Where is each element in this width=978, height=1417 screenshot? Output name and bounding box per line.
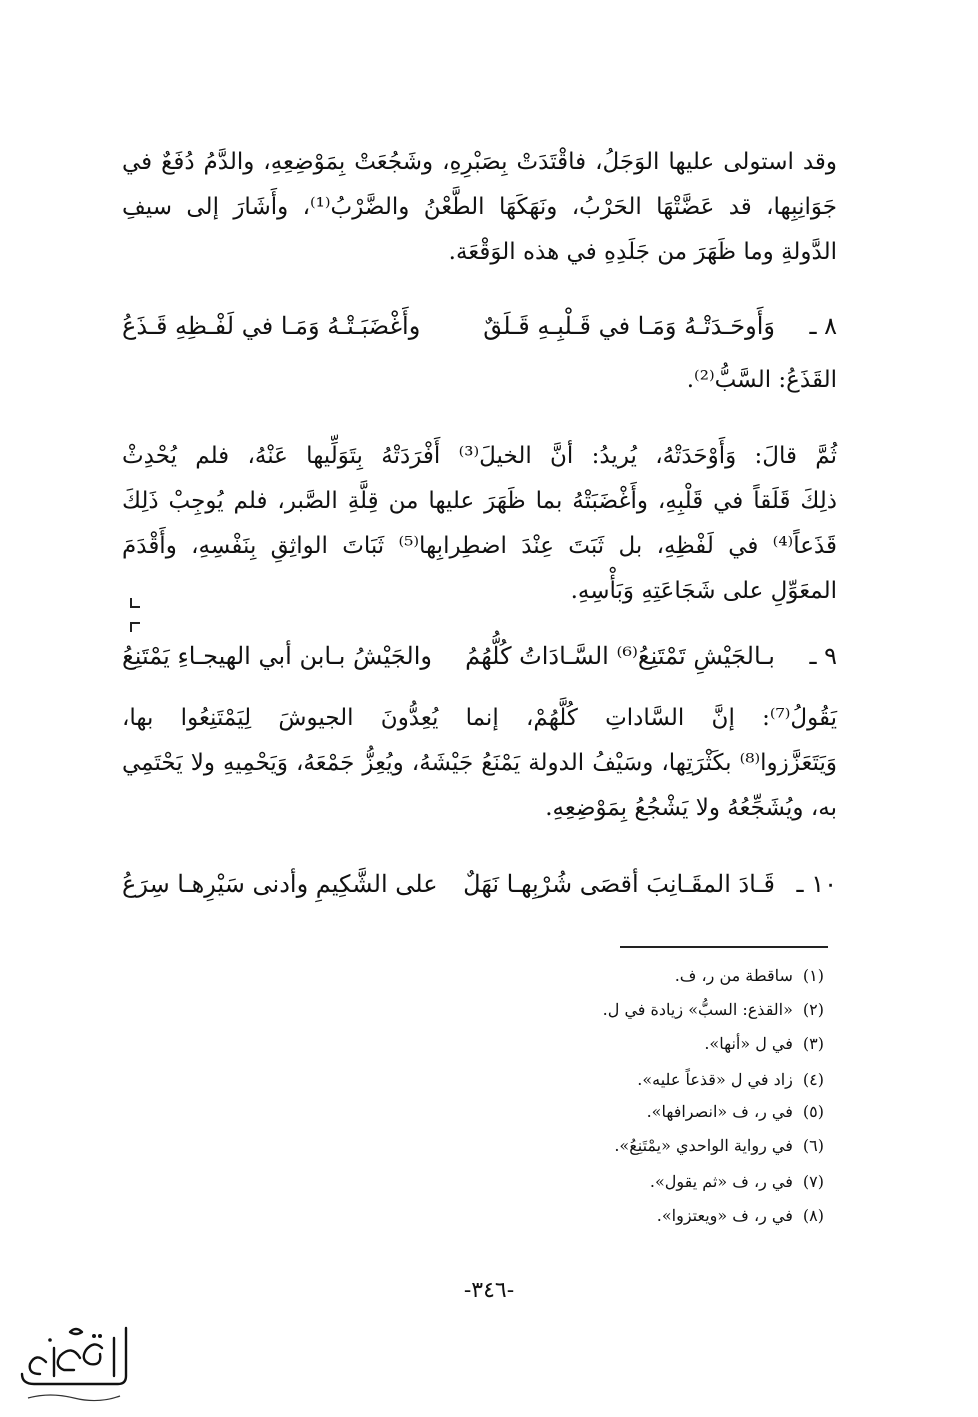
footnote-number: (٧) — [802, 1172, 824, 1191]
paragraph-3 — [122, 696, 837, 831]
verse-first-hemistich: قَـادَ المقَـانِبَ أقصَى شُرْبِهـا نَهَلٌ — [463, 870, 775, 898]
paragraph-line: وَيَتَعَزَّزوا⁽⁸⁾ بكَثْرَتِها، وسَيْفُ الدولة يَمْنَعُ جَيْشَهُ، ويُعِزُّ جَمْعَهُ، وَيَحْمِيهِ ولا يَحْتَمِي — [122, 750, 837, 776]
paragraph-line: الدَّولةِ وما ظَهَرَ من جَلَدِهِ في هذه الوَقْعَة. — [448, 239, 837, 265]
paragraph-line: ذلِكَ قَلَقاً في قَلْبِهِ، وأَغْضَبَتْهُ بما ظَهَرَ عليها من قِلَّةِ الصَّبر، فلم يُوجِبْ ذَلِكَ — [122, 488, 837, 514]
verse-second-hemistich: وأَغْضَبَـتْـهُ وَمَـا في لَفْـظِهِ قَـذَعُ — [122, 312, 421, 340]
corner-mark — [130, 622, 140, 632]
footnote-6 — [614, 1136, 824, 1156]
verse-number: ٩ ـ — [809, 642, 837, 670]
footnote-1 — [675, 966, 824, 986]
footnote-7 — [650, 1172, 824, 1192]
paragraph-line: قَذَعاً⁽⁴⁾ في لَفْظِهِ، بل ثَبَتَ عِنْدَ اضطِرابِها⁽⁵⁾ ثَبَاتَ الواثِقِ بِنَفْسِهِ، وأَقْدَمَ — [122, 533, 837, 559]
verse-second-hemistich: على الشَّكِيمِ وأدنى سَيْرِهـا سِرَعُ — [122, 870, 438, 898]
verse-first-hemistich: بـالجَيْشِ تَمْتَنِعُ⁽⁶⁾ السَّـادَاتُ كُلُّهُمُ — [465, 642, 775, 670]
footnote-text: «القذع: السبُّ» زيادة في ل. — [602, 1000, 793, 1019]
footnote-4 — [637, 1070, 824, 1090]
paragraph-1 — [122, 140, 837, 275]
footnote-text: زاد في ل «قذعاً عليه». — [637, 1070, 793, 1089]
footnote-number: (٢) — [802, 1000, 824, 1019]
verse-number: ٨ ـ — [809, 312, 837, 340]
verse-10 — [122, 862, 837, 906]
footnote-text: في ر، ف «انصرافها». — [646, 1102, 793, 1121]
footnote-text: في رواية الواحدي «يمْتَنِعُ». — [614, 1136, 793, 1155]
footnote-3 — [704, 1034, 824, 1054]
footnote-8 — [657, 1206, 824, 1226]
footnote-separator — [620, 946, 828, 948]
paragraph-line: يَقُولُ⁽⁷⁾: إنَّ السَّاداتِ كُلَّهُمْ، إنما يُعِدُّونَ الجيوشَ لِيَمْتَنِعُوا بها، — [122, 705, 837, 731]
paragraph-line: ثُمَّ قالَ: وَأَوْحَدَتْهُ، يُريدُ: أنَّ الخيلَ⁽³⁾ أَفْرَدَتْهُ بِتَوَلِّيها عَنْهُ، فلم يُحْدِثْ — [122, 443, 838, 469]
footnote-number: (٥) — [802, 1102, 824, 1121]
verse-number: ١٠ ـ — [796, 870, 837, 898]
verse-second-hemistich: والجَيْشُ بـابن أبي الهيجـاءِ يَمْتَنِعُ — [122, 642, 432, 670]
paragraph-line: به، ويُشَجِّعُهُ ولا يَشْجُعُ بِمَوْضِعِهِ. — [545, 795, 837, 821]
verse-8 — [122, 304, 837, 348]
verse-9 — [122, 634, 837, 678]
corner-mark — [130, 598, 140, 608]
footnote-text: ساقطة من ر، ف. — [674, 966, 793, 985]
footnote-text: في ر، ف «ويعتزوا». — [656, 1206, 793, 1225]
paragraph-line: وقد استولى عليها الوَجَلُ، فاقْتَدَتْ بِصَبْرِهِ، وشَجُعَتْ بِمَوْضِعِهِ، والدَّمُ دُفَعٌ في — [122, 149, 837, 175]
paragraph-2 — [122, 434, 837, 614]
footnote-text: في ل «أنها». — [704, 1034, 793, 1053]
footnote-number: (٤) — [802, 1070, 824, 1089]
gloss-line: القَذَعُ: السَّبُّ⁽²⁾. — [686, 367, 837, 393]
calligraphy-logo — [10, 1318, 138, 1408]
footnote-number: (١) — [802, 966, 824, 985]
footnote-number: (٦) — [802, 1136, 824, 1155]
footnote-2 — [603, 1000, 824, 1020]
verse-first-hemistich: وَأَوحَـدَتْـهُ وَمَـا في قَـلْبِـهِ قَـلَقٌ — [483, 312, 775, 340]
footnote-number: (٣) — [802, 1034, 824, 1053]
footnote-text: في ر، ف «ثم يقول». — [649, 1172, 793, 1191]
paragraph-line: جَوَانِبِها، قد عَضَّتْهَا الحَرْبُ، ونَهَكَهَا الطَّعْنُ والضَّرْبُ⁽¹⁾، وأَشَارَ إلى سيفِ — [122, 194, 837, 220]
footnote-5 — [647, 1102, 824, 1122]
page-number: -٣٤٦- — [463, 1278, 515, 1303]
gloss-8 — [122, 358, 837, 403]
paragraph-line: المعَوِّلِ على شَجَاعَتِهِ وَبَأْسِهِ. — [570, 578, 837, 604]
footnote-number: (٨) — [802, 1206, 824, 1225]
